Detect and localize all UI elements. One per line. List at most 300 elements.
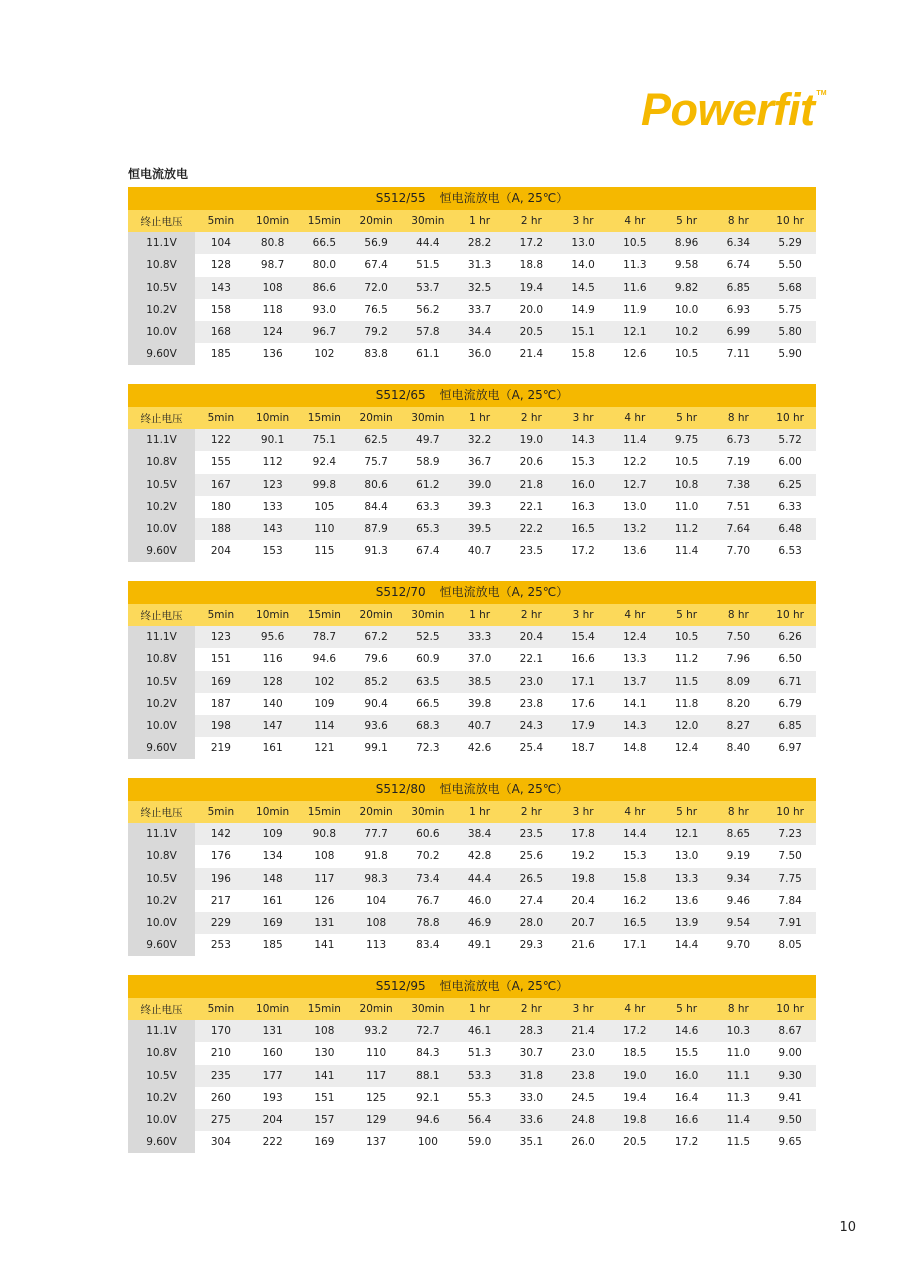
current-cell: 100 [402, 1131, 454, 1153]
current-cell: 18.8 [506, 254, 558, 276]
discharge-table [128, 384, 816, 562]
current-cell: 8.40 [713, 737, 765, 759]
voltage-cell: 11.1V [128, 626, 195, 648]
current-cell: 169 [247, 912, 299, 934]
current-cell: 66.5 [402, 693, 454, 715]
current-cell: 23.8 [557, 1065, 609, 1087]
current-cell: 102 [299, 343, 351, 365]
current-cell: 33.7 [454, 299, 506, 321]
current-cell: 109 [247, 823, 299, 845]
current-cell: 9.65 [764, 1131, 816, 1153]
current-cell: 6.85 [713, 277, 765, 299]
current-cell: 8.09 [713, 671, 765, 693]
current-cell: 65.3 [402, 518, 454, 540]
current-cell: 12.0 [661, 715, 713, 737]
voltage-cell: 10.2V [128, 496, 195, 518]
current-cell: 27.4 [506, 890, 558, 912]
current-cell: 9.34 [713, 868, 765, 890]
current-cell: 72.0 [350, 277, 402, 299]
current-cell: 99.8 [299, 474, 351, 496]
current-cell: 6.25 [764, 474, 816, 496]
current-cell: 11.6 [609, 277, 661, 299]
current-cell: 92.4 [299, 451, 351, 473]
current-cell: 5.80 [764, 321, 816, 343]
current-cell: 16.0 [557, 474, 609, 496]
table-row [128, 868, 816, 890]
current-cell: 168 [195, 321, 247, 343]
current-cell: 7.38 [713, 474, 765, 496]
current-cell: 68.3 [402, 715, 454, 737]
current-cell: 37.0 [454, 648, 506, 670]
current-cell: 109 [299, 693, 351, 715]
current-cell: 14.8 [609, 737, 661, 759]
current-cell: 110 [299, 518, 351, 540]
voltage-cell: 9.60V [128, 737, 195, 759]
current-cell: 53.7 [402, 277, 454, 299]
current-cell: 80.0 [299, 254, 351, 276]
table-subtitle: 恒电流放电（A, 25℃） [439, 191, 569, 205]
current-cell: 16.6 [661, 1109, 713, 1131]
current-cell: 20.5 [506, 321, 558, 343]
table-row [128, 1109, 816, 1131]
current-cell: 7.50 [764, 845, 816, 867]
table-row [128, 496, 816, 518]
header-duration: 10min [247, 210, 299, 232]
table-row [128, 1042, 816, 1064]
current-cell: 23.0 [557, 1042, 609, 1064]
current-cell: 23.5 [506, 823, 558, 845]
current-cell: 16.4 [661, 1087, 713, 1109]
current-cell: 42.8 [454, 845, 506, 867]
current-cell: 169 [299, 1131, 351, 1153]
table-row [128, 1131, 816, 1153]
current-cell: 6.71 [764, 671, 816, 693]
current-cell: 117 [299, 868, 351, 890]
current-cell: 140 [247, 693, 299, 715]
current-cell: 66.5 [299, 232, 351, 254]
current-cell: 99.1 [350, 737, 402, 759]
current-cell: 67.2 [350, 626, 402, 648]
voltage-cell: 10.2V [128, 693, 195, 715]
current-cell: 80.6 [350, 474, 402, 496]
current-cell: 20.0 [506, 299, 558, 321]
header-duration: 5min [195, 801, 247, 823]
current-cell: 12.2 [609, 451, 661, 473]
current-cell: 17.2 [609, 1020, 661, 1042]
discharge-table [128, 975, 816, 1153]
current-cell: 9.58 [661, 254, 713, 276]
voltage-cell: 10.0V [128, 715, 195, 737]
current-cell: 17.8 [557, 823, 609, 845]
current-cell: 12.1 [661, 823, 713, 845]
current-cell: 11.5 [661, 671, 713, 693]
current-cell: 6.99 [713, 321, 765, 343]
current-cell: 128 [247, 671, 299, 693]
current-cell: 11.3 [713, 1087, 765, 1109]
current-cell: 14.3 [609, 715, 661, 737]
current-cell: 7.75 [764, 868, 816, 890]
current-cell: 9.54 [713, 912, 765, 934]
current-cell: 51.3 [454, 1042, 506, 1064]
current-cell: 9.19 [713, 845, 765, 867]
current-cell: 20.7 [557, 912, 609, 934]
header-duration: 20min [350, 604, 402, 626]
voltage-cell: 11.1V [128, 823, 195, 845]
current-cell: 44.4 [454, 868, 506, 890]
current-cell: 19.8 [557, 868, 609, 890]
current-cell: 6.26 [764, 626, 816, 648]
current-cell: 204 [247, 1109, 299, 1131]
current-cell: 180 [195, 496, 247, 518]
current-cell: 6.74 [713, 254, 765, 276]
current-cell: 9.41 [764, 1087, 816, 1109]
current-cell: 19.0 [506, 429, 558, 451]
current-cell: 11.0 [661, 496, 713, 518]
current-cell: 143 [247, 518, 299, 540]
current-cell: 198 [195, 715, 247, 737]
current-cell: 76.7 [402, 890, 454, 912]
header-duration: 5min [195, 998, 247, 1020]
current-cell: 177 [247, 1065, 299, 1087]
table-row [128, 1087, 816, 1109]
current-cell: 13.0 [609, 496, 661, 518]
current-cell: 14.3 [557, 429, 609, 451]
header-duration: 8 hr [713, 801, 765, 823]
header-duration: 30min [402, 604, 454, 626]
current-cell: 141 [299, 1065, 351, 1087]
header-duration: 8 hr [713, 604, 765, 626]
current-cell: 79.2 [350, 321, 402, 343]
current-cell: 10.5 [661, 451, 713, 473]
current-cell: 98.7 [247, 254, 299, 276]
table-row [128, 823, 816, 845]
current-cell: 40.7 [454, 540, 506, 562]
table-subtitle: 恒电流放电（A, 25℃） [439, 585, 569, 599]
header-duration: 10min [247, 801, 299, 823]
current-cell: 14.5 [557, 277, 609, 299]
header-duration: 3 hr [557, 407, 609, 429]
current-cell: 147 [247, 715, 299, 737]
header-duration: 5min [195, 210, 247, 232]
voltage-cell: 10.8V [128, 451, 195, 473]
table-row [128, 429, 816, 451]
table-row [128, 934, 816, 956]
current-cell: 14.0 [557, 254, 609, 276]
current-cell: 93.0 [299, 299, 351, 321]
current-cell: 80.8 [247, 232, 299, 254]
current-cell: 108 [299, 845, 351, 867]
current-cell: 7.50 [713, 626, 765, 648]
table-row [128, 912, 816, 934]
current-cell: 24.5 [557, 1087, 609, 1109]
header-duration: 20min [350, 407, 402, 429]
current-cell: 56.4 [454, 1109, 506, 1131]
current-cell: 38.5 [454, 671, 506, 693]
current-cell: 91.8 [350, 845, 402, 867]
voltage-cell: 9.60V [128, 934, 195, 956]
current-cell: 304 [195, 1131, 247, 1153]
current-cell: 58.9 [402, 451, 454, 473]
table-model: S512/70 [375, 585, 426, 599]
current-cell: 60.6 [402, 823, 454, 845]
header-duration: 10min [247, 407, 299, 429]
current-cell: 13.7 [609, 671, 661, 693]
current-cell: 46.9 [454, 912, 506, 934]
current-cell: 116 [247, 648, 299, 670]
current-cell: 5.75 [764, 299, 816, 321]
voltage-cell: 10.8V [128, 254, 195, 276]
current-cell: 137 [350, 1131, 402, 1153]
current-cell: 170 [195, 1020, 247, 1042]
header-duration: 5min [195, 407, 247, 429]
table-row [128, 343, 816, 365]
current-cell: 36.7 [454, 451, 506, 473]
current-cell: 63.5 [402, 671, 454, 693]
current-cell: 15.3 [609, 845, 661, 867]
current-cell: 20.4 [506, 626, 558, 648]
current-cell: 67.4 [402, 540, 454, 562]
current-cell: 34.4 [454, 321, 506, 343]
table-model: S512/95 [375, 979, 426, 993]
table-row [128, 845, 816, 867]
current-cell: 143 [195, 277, 247, 299]
current-cell: 5.50 [764, 254, 816, 276]
current-cell: 16.0 [661, 1065, 713, 1087]
table-row [128, 1065, 816, 1087]
current-cell: 98.3 [350, 868, 402, 890]
current-cell: 115 [299, 540, 351, 562]
current-cell: 7.64 [713, 518, 765, 540]
header-duration: 10 hr [764, 998, 816, 1020]
current-cell: 29.3 [506, 934, 558, 956]
current-cell: 96.7 [299, 321, 351, 343]
current-cell: 15.4 [557, 626, 609, 648]
current-cell: 46.0 [454, 890, 506, 912]
current-cell: 151 [299, 1087, 351, 1109]
current-cell: 11.2 [661, 648, 713, 670]
current-cell: 6.93 [713, 299, 765, 321]
table-subtitle: 恒电流放电（A, 25℃） [439, 388, 569, 402]
current-cell: 17.2 [557, 540, 609, 562]
current-cell: 185 [195, 343, 247, 365]
header-duration: 2 hr [506, 998, 558, 1020]
current-cell: 85.2 [350, 671, 402, 693]
current-cell: 16.2 [609, 890, 661, 912]
current-cell: 15.1 [557, 321, 609, 343]
current-cell: 217 [195, 890, 247, 912]
current-cell: 6.50 [764, 648, 816, 670]
current-cell: 108 [299, 1020, 351, 1042]
current-cell: 10.0 [661, 299, 713, 321]
current-cell: 131 [247, 1020, 299, 1042]
current-cell: 59.0 [454, 1131, 506, 1153]
current-cell: 76.5 [350, 299, 402, 321]
header-duration: 1 hr [454, 998, 506, 1020]
current-cell: 12.7 [609, 474, 661, 496]
current-cell: 36.0 [454, 343, 506, 365]
table-subtitle: 恒电流放电（A, 25℃） [439, 782, 569, 796]
current-cell: 72.7 [402, 1020, 454, 1042]
current-cell: 10.8 [661, 474, 713, 496]
voltage-cell: 10.5V [128, 277, 195, 299]
header-duration: 4 hr [609, 407, 661, 429]
header-row [128, 407, 816, 429]
header-duration: 8 hr [713, 998, 765, 1020]
header-duration: 5 hr [661, 801, 713, 823]
current-cell: 33.6 [506, 1109, 558, 1131]
current-cell: 151 [195, 648, 247, 670]
current-cell: 73.4 [402, 868, 454, 890]
current-cell: 161 [247, 890, 299, 912]
current-cell: 77.7 [350, 823, 402, 845]
current-cell: 39.5 [454, 518, 506, 540]
current-cell: 78.8 [402, 912, 454, 934]
current-cell: 6.73 [713, 429, 765, 451]
current-cell: 176 [195, 845, 247, 867]
current-cell: 14.4 [661, 934, 713, 956]
current-cell: 123 [247, 474, 299, 496]
header-duration: 10 hr [764, 407, 816, 429]
current-cell: 17.1 [609, 934, 661, 956]
current-cell: 161 [247, 737, 299, 759]
current-cell: 187 [195, 693, 247, 715]
current-cell: 6.53 [764, 540, 816, 562]
current-cell: 92.1 [402, 1087, 454, 1109]
current-cell: 38.4 [454, 823, 506, 845]
header-duration: 2 hr [506, 407, 558, 429]
page-number: 10 [839, 1220, 856, 1235]
current-cell: 42.6 [454, 737, 506, 759]
header-duration: 20min [350, 998, 402, 1020]
current-cell: 13.0 [557, 232, 609, 254]
current-cell: 11.5 [713, 1131, 765, 1153]
current-cell: 91.3 [350, 540, 402, 562]
current-cell: 8.05 [764, 934, 816, 956]
table-row [128, 890, 816, 912]
table-title [128, 187, 816, 210]
current-cell: 53.3 [454, 1065, 506, 1087]
current-cell: 188 [195, 518, 247, 540]
current-cell: 229 [195, 912, 247, 934]
current-cell: 117 [350, 1065, 402, 1087]
current-cell: 84.4 [350, 496, 402, 518]
current-cell: 6.34 [713, 232, 765, 254]
table-model: S512/55 [375, 191, 426, 205]
current-cell: 22.2 [506, 518, 558, 540]
current-cell: 13.6 [609, 540, 661, 562]
voltage-cell: 10.2V [128, 890, 195, 912]
current-cell: 16.5 [557, 518, 609, 540]
current-cell: 126 [299, 890, 351, 912]
current-cell: 275 [195, 1109, 247, 1131]
current-cell: 30.7 [506, 1042, 558, 1064]
current-cell: 108 [350, 912, 402, 934]
header-duration: 3 hr [557, 604, 609, 626]
brand-logo [641, 84, 827, 135]
current-cell: 9.46 [713, 890, 765, 912]
current-cell: 10.5 [661, 343, 713, 365]
current-cell: 13.2 [609, 518, 661, 540]
discharge-table [128, 187, 816, 365]
current-cell: 22.1 [506, 496, 558, 518]
current-cell: 49.7 [402, 429, 454, 451]
current-cell: 11.4 [609, 429, 661, 451]
current-cell: 11.1 [713, 1065, 765, 1087]
current-cell: 87.9 [350, 518, 402, 540]
current-cell: 90.8 [299, 823, 351, 845]
current-cell: 93.6 [350, 715, 402, 737]
current-cell: 9.70 [713, 934, 765, 956]
current-cell: 79.6 [350, 648, 402, 670]
current-cell: 95.6 [247, 626, 299, 648]
current-cell: 19.4 [506, 277, 558, 299]
current-cell: 72.3 [402, 737, 454, 759]
current-cell: 20.5 [609, 1131, 661, 1153]
current-cell: 17.2 [506, 232, 558, 254]
data-table [128, 604, 816, 759]
current-cell: 157 [299, 1109, 351, 1131]
current-cell: 9.82 [661, 277, 713, 299]
current-cell: 9.30 [764, 1065, 816, 1087]
current-cell: 10.2 [661, 321, 713, 343]
table-row [128, 671, 816, 693]
current-cell: 14.4 [609, 823, 661, 845]
current-cell: 19.4 [609, 1087, 661, 1109]
current-cell: 93.2 [350, 1020, 402, 1042]
header-row [128, 998, 816, 1020]
voltage-cell: 10.2V [128, 1087, 195, 1109]
header-duration: 15min [299, 210, 351, 232]
current-cell: 26.0 [557, 1131, 609, 1153]
table-row [128, 518, 816, 540]
header-duration: 5 hr [661, 407, 713, 429]
table-model: S512/80 [375, 782, 426, 796]
current-cell: 17.9 [557, 715, 609, 737]
current-cell: 128 [195, 254, 247, 276]
table-row [128, 693, 816, 715]
current-cell: 10.5 [661, 626, 713, 648]
current-cell: 90.1 [247, 429, 299, 451]
current-cell: 6.79 [764, 693, 816, 715]
voltage-cell: 10.5V [128, 868, 195, 890]
current-cell: 24.8 [557, 1109, 609, 1131]
current-cell: 52.5 [402, 626, 454, 648]
voltage-cell: 11.1V [128, 232, 195, 254]
voltage-cell: 10.0V [128, 321, 195, 343]
current-cell: 141 [299, 934, 351, 956]
current-cell: 94.6 [402, 1109, 454, 1131]
voltage-cell: 10.0V [128, 518, 195, 540]
current-cell: 9.50 [764, 1109, 816, 1131]
current-cell: 133 [247, 496, 299, 518]
current-cell: 148 [247, 868, 299, 890]
current-cell: 185 [247, 934, 299, 956]
header-duration: 1 hr [454, 604, 506, 626]
header-cutoff-voltage: 终止电压 [128, 801, 195, 823]
voltage-cell: 10.8V [128, 1042, 195, 1064]
current-cell: 32.5 [454, 277, 506, 299]
current-cell: 18.5 [609, 1042, 661, 1064]
current-cell: 8.20 [713, 693, 765, 715]
voltage-cell: 9.60V [128, 540, 195, 562]
current-cell: 16.3 [557, 496, 609, 518]
current-cell: 23.5 [506, 540, 558, 562]
header-duration: 8 hr [713, 407, 765, 429]
header-duration: 30min [402, 801, 454, 823]
current-cell: 18.7 [557, 737, 609, 759]
current-cell: 167 [195, 474, 247, 496]
current-cell: 24.3 [506, 715, 558, 737]
